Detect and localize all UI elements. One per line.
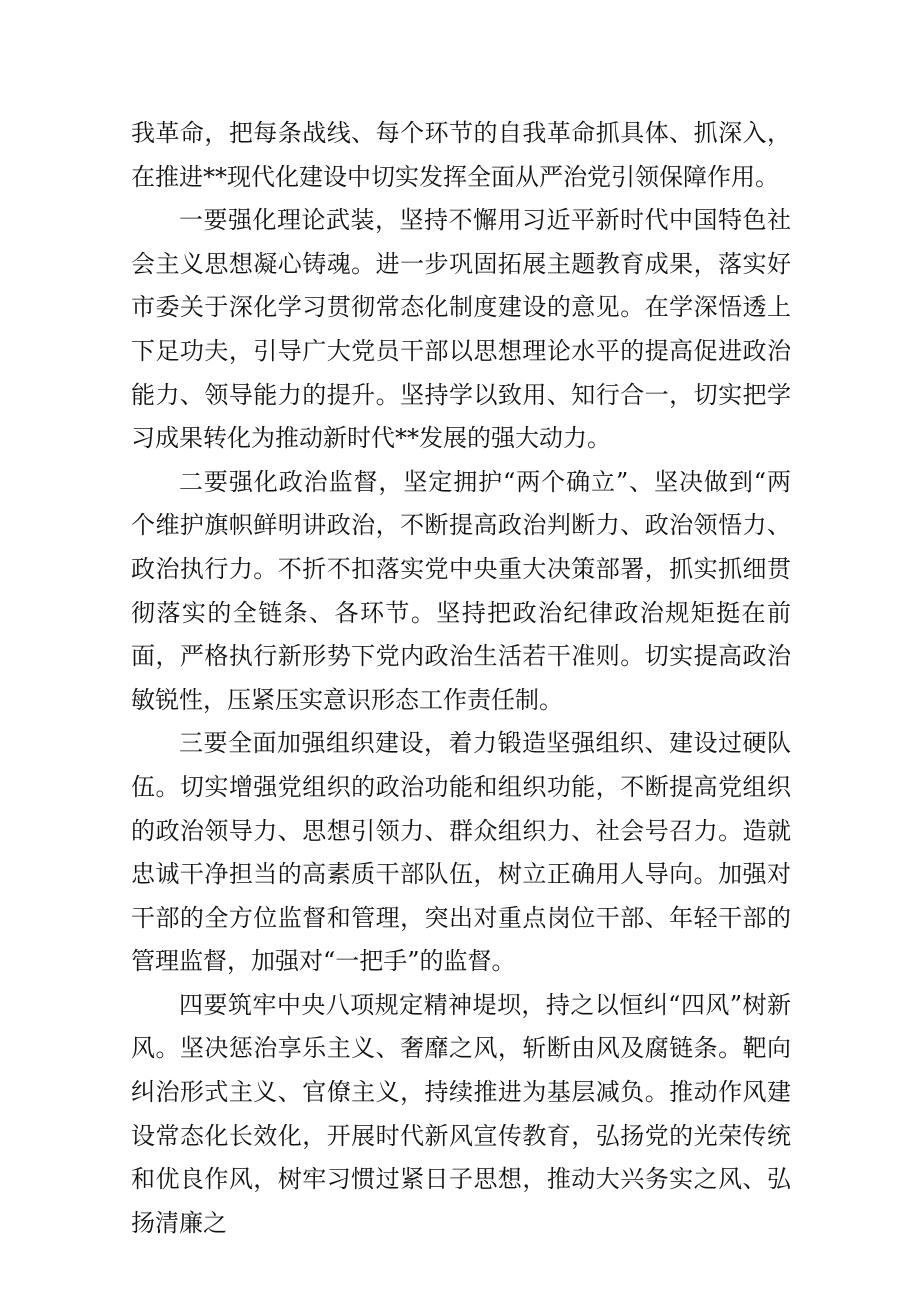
paragraph-political-supervision: 二要强化政治监督，坚定拥护“两个确立”、坚决做到“两个维护旗帜鲜明讲政治，不断提高政治判断力、政治领悟力、政治执行力。不折不扣落实党中央重大决策部署，抓实抓细贯彻落实的全链条、各环节。坚持把政治纪律政治规矩挺在前面，严格执行新形势下党内政治生活若干准则。切实提高政治敏锐性，压紧压实意识形态工作责任制。 <box>131 467 791 714</box>
document-body <box>131 112 791 1245</box>
paragraph-continuation: 我革命，把每条战线、每个环节的自我革命抓具体、抓深入，在推进**现代化建设中切实发挥全面从严治党引领保障作用。 <box>131 119 791 191</box>
paragraph-eight-regulations: 四要筑牢中央八项规定精神堤坝，持之以恒纠“四风”树新风。坚决惩治享乐主义、奢靡之风，斩断由风及腐链条。靶向纠治形式主义、官僚主义，持续推进为基层减负。推动作风建设常态化长效化，开展时代新风宣传教育，弘扬党的光荣传统和优良作风，树牢习惯过紧日子思想，推动大兴务实之风、弘扬清廉之 <box>131 990 791 1237</box>
paragraph-theory-arming: 一要强化理论武装，坚持不懈用习近平新时代中国特色社会主义思想凝心铸魂。进一步巩固拓展主题教育成果，落实好市委关于深化学习贯彻常态化制度建设的意见。在学深悟透上下足功夫，引导广大党员干部以思想理论水平的提高促进政治能力、领导能力的提升。坚持学以致用、知行合一，切实把学习成果转化为推动新时代**发展的强大动力。 <box>131 206 791 453</box>
paragraph-organization-building: 三要全面加强组织建设，着力锻造坚强组织、建设过硬队伍。切实增强党组织的政治功能和组织功能，不断提高党组织的政治领导力、思想引领力、群众组织力、社会号召力。造就忠诚干净担当的高素质干部队伍，树立正确用人导向。加强对干部的全方位监督和管理，突出对重点岗位干部、年轻干部的管理监督，加强对“一把手”的监督。 <box>131 729 791 976</box>
